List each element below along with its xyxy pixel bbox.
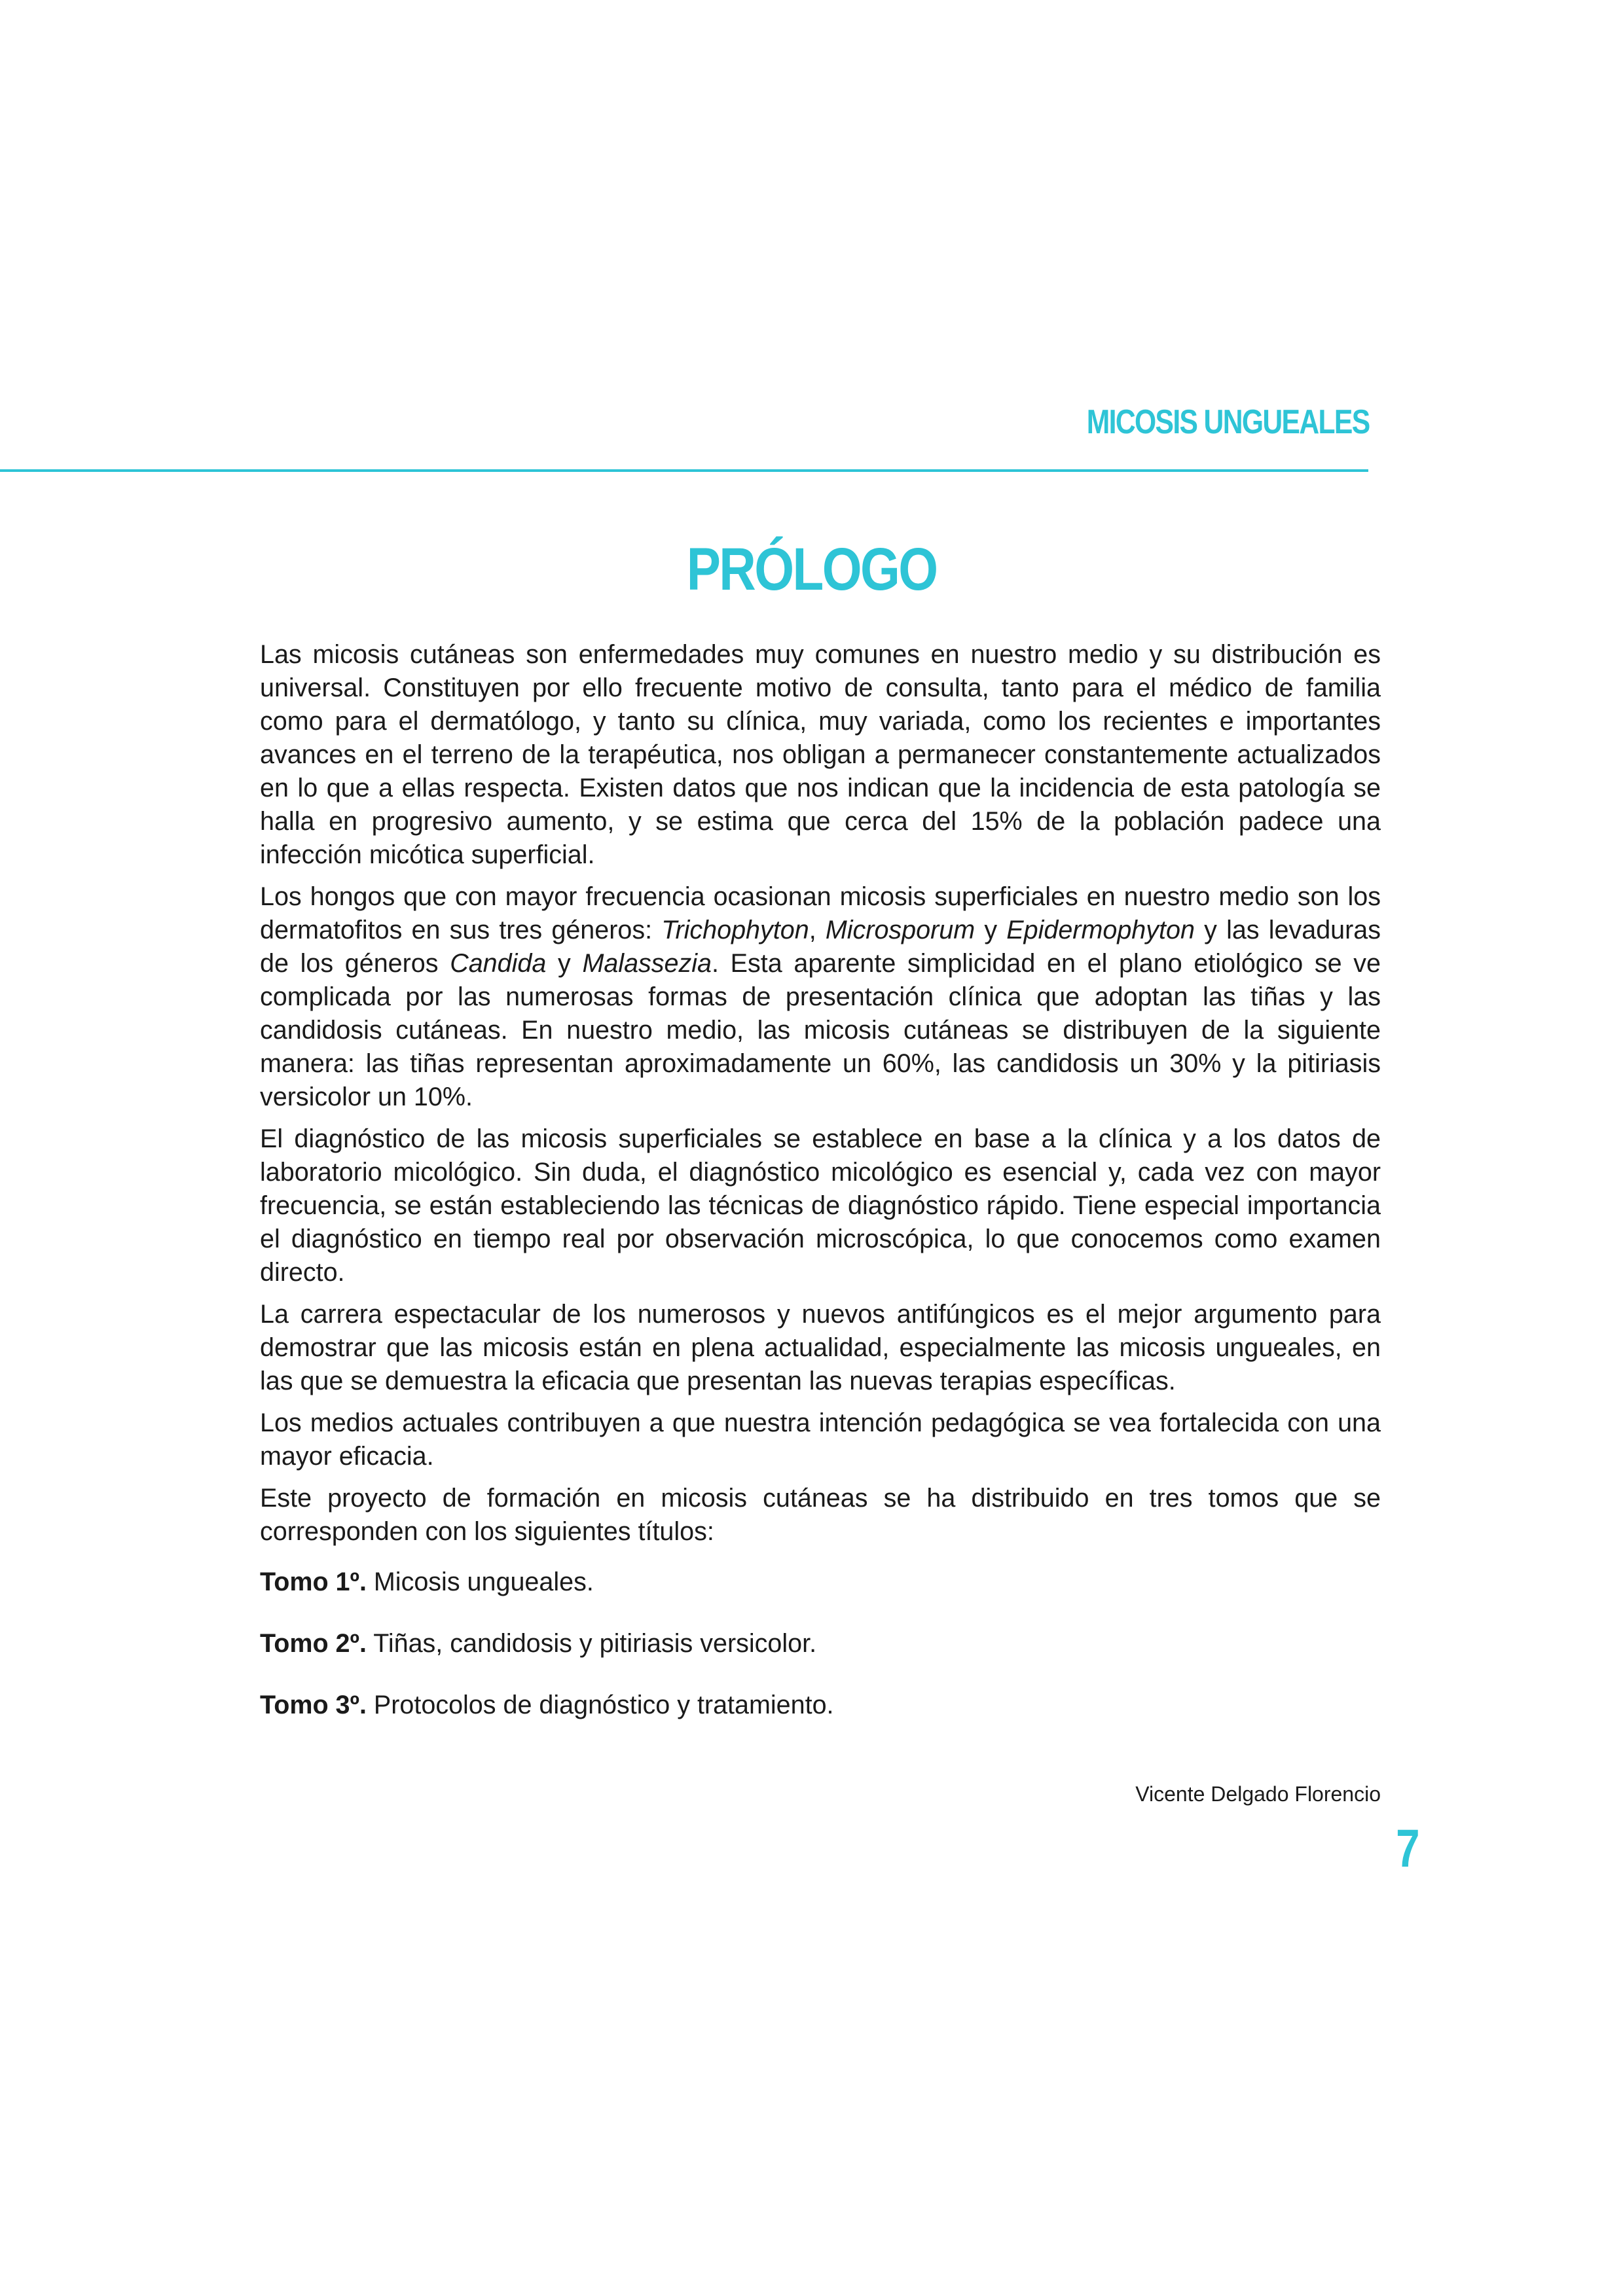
tomo-title: Protocolos de diagnóstico y tratamiento.: [373, 1691, 834, 1719]
tomo-title: Tiñas, candidosis y pitiriasis versicolor.: [373, 1629, 817, 1658]
paragraph-2-part-d: y las levaduras de los géneros: [260, 916, 1381, 978]
tomo-label: Tomo 2º.: [260, 1629, 367, 1658]
author-signature: Vicente Delgado Florencio: [1135, 1782, 1381, 1806]
paragraph-1: Las micosis cutáneas son enfermedades muy comunes en nuestro medio y su distribución es universal. Constituyen por ello frecuente motivo de consulta, tanto para el médico de familia como para el dermatólogo, y tanto su clínica, muy variada, como los recientes e importantes avances en el terreno de la terapéutica, nos obligan a permanecer constantemente actualizados en lo que a ellas respecta. Existen datos que nos indican que la incidencia de esta patología se halla en progresivo aumento, y se estima que cerca del 15% de la población padece una infección micótica superficial.: [260, 640, 1381, 869]
genus-candida: Candida: [450, 949, 547, 978]
running-header-title: MICOSIS UNGUEALES: [1086, 403, 1369, 441]
tomo-item-3: [260, 1689, 834, 1722]
paragraph-2-part-a: Los hongos que con mayor frecuencia ocasionan micosis superficiales en nuestro medio son los dermatofitos en sus tres géneros:: [260, 882, 1381, 944]
paragraph-2: [260, 880, 1381, 1114]
paragraph-4: La carrera espectacular de los numerosos y nuevos antifúngicos es el mejor argumento para demostrar que las micosis están en plena actualidad, especialmente las micosis ungueales, en las que se demuestra la eficacia que presentan las nuevas terapias específicas.: [260, 1300, 1381, 1395]
page-number: 7: [1396, 1819, 1420, 1878]
paragraph-2-part-e: y: [546, 949, 583, 978]
tomo-title: Micosis ungueales.: [373, 1568, 594, 1596]
genus-microsporum: Microsporum: [825, 916, 976, 944]
genus-malassezia: Malassezia: [582, 949, 712, 978]
tomo-label: Tomo 1º.: [260, 1568, 367, 1596]
paragraph-2-part-c: y: [975, 916, 1007, 944]
paragraph-2-part-f: . Esta aparente simplicidad en el plano etiológico se ve complicada por las numerosas formas de presentación clínica que adoptan las tiñas y las candidosis cutáneas. En nuestro medio, las micosis cutáneas se distribuyen de la siguiente manera: las tiñas representan aproximadamente un 60%, las candidosis un 30% y la pitiriasis versicolor un 10%.: [260, 949, 1381, 1111]
genus-epidermophyton: Epidermophyton: [1006, 916, 1195, 944]
paragraph-6: Este proyecto de formación en micosis cutáneas se ha distribuido en tres tomos que se corresponden con los siguientes títulos:: [260, 1484, 1381, 1546]
prologue-body: [260, 638, 1381, 1557]
tomo-item-2: [260, 1627, 834, 1660]
page-title-text: PRÓLOGO: [686, 536, 937, 603]
paragraph-3: El diagnóstico de las micosis superficiales se establece en base a la clínica y a los datos de laboratorio micológico. Sin duda, el diagnóstico micológico es esencial y, cada vez con mayor frecuencia, se están estableciendo las técnicas de diagnóstico rápido. Tiene especial importancia el diagnóstico en tiempo real por observación microscópica, lo que conocemos como examen directo.: [260, 1124, 1381, 1287]
tomo-label: Tomo 3º.: [260, 1691, 367, 1719]
paragraph-2-part-b: ,: [809, 916, 826, 944]
header-rule: [0, 469, 1368, 472]
tomo-item-1: [260, 1566, 834, 1599]
genus-trichophyton: Trichophyton: [661, 916, 809, 944]
page-title: [0, 535, 1623, 604]
tomo-list: [260, 1566, 834, 1750]
paragraph-5: Los medios actuales contribuyen a que nuestra intención pedagógica se vea fortalecida con una mayor eficacia.: [260, 1408, 1381, 1471]
